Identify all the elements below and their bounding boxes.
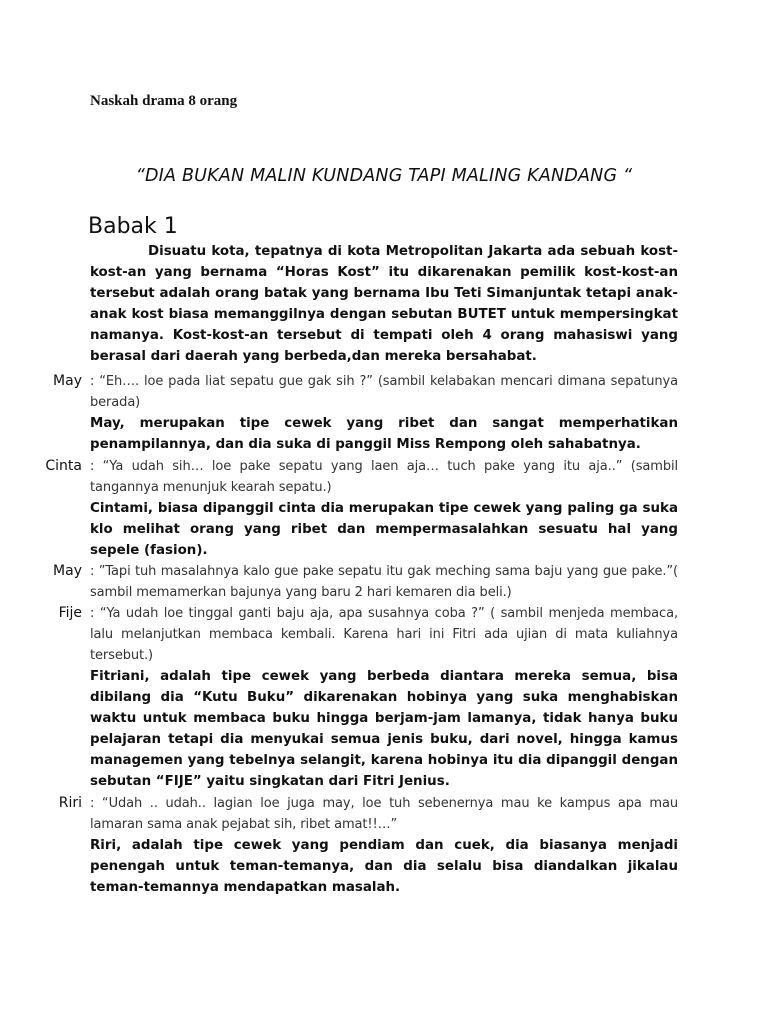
character-description: Fitriani, adalah tipe cewek yang berbeda diantara mereka semua, bisa dibilang dia “Kutu Buku” dikarenakan hobinya yang suka menghabiskan waktu untuk membaca buku hingga berjam-jam lamanya, tidak hanya buku pelajaran tetapi dia menyukai semua jenis buku, dari novel, hingga kamus managemen yang tebelnya selangit, karena hobinya itu dia dipanggil dengan sebutan “FIJE” yaitu singkatan dari Fitri Jenius. (90, 669, 678, 789)
character-description: Riri, adalah tipe cewek yang pendiam dan cuek, dia biasanya menjadi penengah untuk teman-temanya, dan dia selalu bisa diandalkan jikalau teman-temannya mendapatkan masalah. (90, 838, 678, 895)
document-header: Naskah drama 8 orang (90, 93, 238, 109)
speaker-label: May (53, 373, 82, 389)
drama-title: “DIA BUKAN MALIN KUNDANG TAPI MALING KANDANG “ (135, 166, 633, 186)
dialogue-line: : ”Tapi tuh masalahnya kalo gue pake sepatu itu gak meching sama baju yang gue pake.”( sambil memamerkan bajunya yang baru 2 hari kemaren dia beli.) (90, 564, 678, 600)
dialogue-line: : “Ya udah loe tinggal ganti baju aja, apa susahnya coba ?” ( sambil menjeda membaca, lalu melanjutkan membaca kembali. Karena hari ini Fitri ada ujian di mata kuliahnya tersebut.) (90, 606, 678, 663)
speaker-label: Fije (58, 605, 82, 621)
speaker-label: Cinta (45, 458, 82, 474)
dialogue-line: : “Ya udah sih… loe pake sepatu yang laen aja… tuch pake yang itu aja..” (sambil tangannya menunjuk kearah sepatu.) (90, 459, 678, 495)
intro-narration: Disuatu kota, tepatnya di kota Metropolitan Jakarta ada sebuah kost-kost-an yang bernama “Horas Kost” itu dikarenakan pemilik kost-kost-an tersebut adalah orang batak yang bernama Ibu Teti Simanjuntak tetapi anak-anak kost biasa memanggilnya dengan sebutan BUTET untuk mempersingkat namanya. Kost-kost-an tersebut di tempati oleh 4 orang mahasiswi yang berasal dari daerah yang berbeda,dan mereka bersahabat. (90, 244, 678, 364)
act-heading: Babak 1 (88, 214, 178, 239)
character-description: Cintami, biasa dipanggil cinta dia merupakan tipe cewek yang paling ga suka klo melihat orang yang ribet dan mempermasalahkan sesuatu hal yang sepele (fasion). (90, 501, 678, 558)
character-description: May, merupakan tipe cewek yang ribet dan sangat memperhatikan penampilannya, dan dia suka di panggil Miss Rempong oleh sahabatnya. (90, 416, 678, 452)
speaker-label: Riri (58, 795, 82, 811)
speaker-label: May (53, 563, 82, 579)
dialogue-line: : “Eh…. loe pada liat sepatu gue gak sih ?” (sambil kelabakan mencari dimana sepatunya berada) (90, 374, 678, 410)
dialogue-line: : “Udah .. udah.. lagian loe juga may, loe tuh sebenernya mau ke kampus apa mau lamaran sama anak pejabat sih, ribet amat!!…” (90, 796, 678, 832)
